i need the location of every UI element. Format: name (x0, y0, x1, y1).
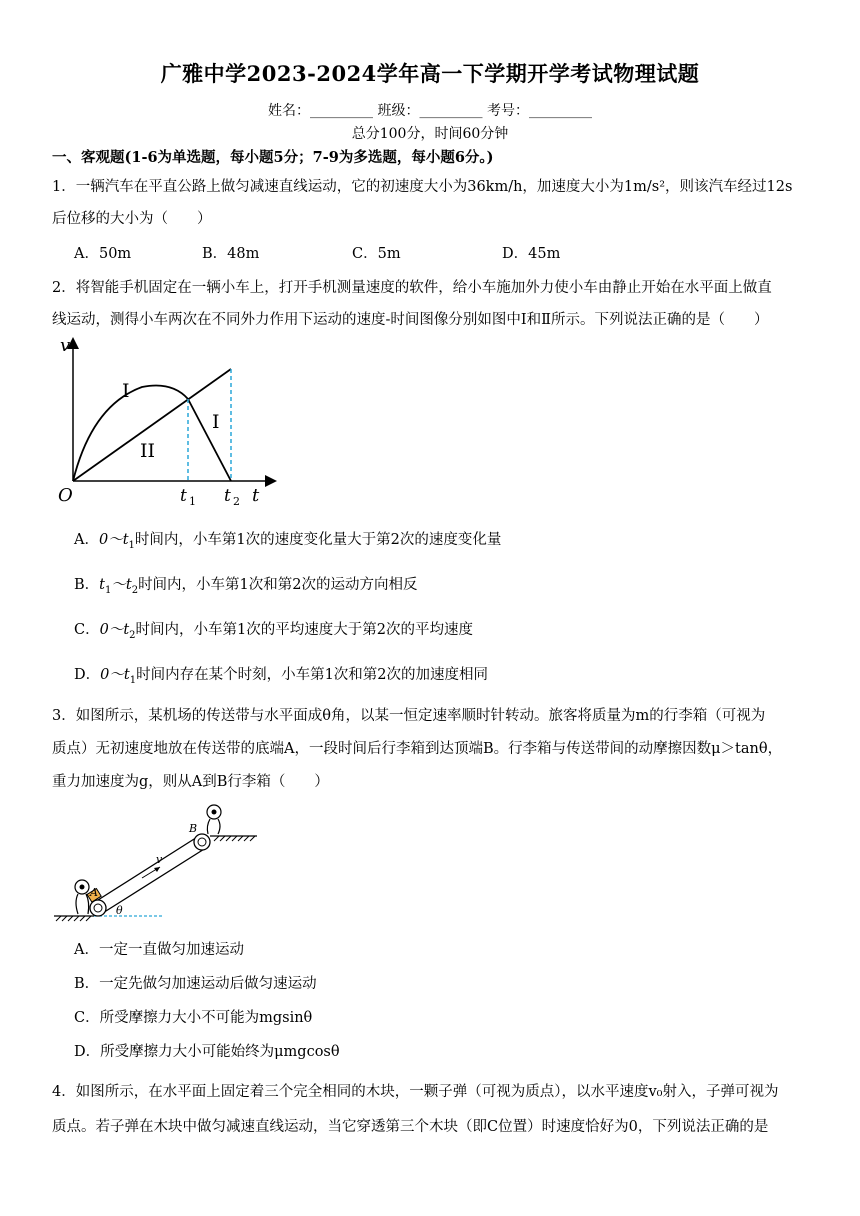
q1-line1: 1．一辆汽车在平直公路上做匀减速直线运动，它的初速度大小为36km/h，加速度大小为1m/s²，则该汽车经过12s (52, 179, 793, 195)
q1-option-a: A．50m (74, 246, 132, 262)
curve-ii-label: II (140, 440, 156, 462)
q1-option-d: D．45m (502, 246, 561, 262)
curve-i-label: I (122, 380, 130, 402)
t2-sub: 2 (233, 495, 240, 508)
conveyor-belt-figure (52, 800, 262, 925)
student-info-line: 姓名：_________ 班级：_________ 考号：_________ (268, 103, 592, 119)
q2-option-c: C．$0\sim t_2$时间内，小车第1次的平均速度大于第2次的平均速度 (74, 622, 473, 641)
v-label: v (156, 853, 163, 866)
point-b-label: B (189, 822, 198, 835)
point-a-label: A (90, 886, 98, 899)
score-time-line: 总分100分，时间60分钟 (351, 126, 509, 142)
q3-option-b: B．一定先做匀加速运动后做匀速运动 (74, 976, 317, 992)
q3-line1: 3．如图所示，某机场的传送带与水平面成θ角，以某一恒定速率顺时针转动。旅客将质量为m的行李箱（可视为 (52, 708, 766, 724)
q1-option-b: B．48m (202, 246, 260, 262)
q3-option-c: C．所受摩擦力大小不可能为mgsinθ (74, 1010, 313, 1026)
page-title: 广雅中学2023-2024学年高一下学期开学考试物理试题 (160, 61, 700, 86)
q2-option-b: B．$t_1\sim t_2$时间内，小车第1次和第2次的运动方向相反 (74, 577, 418, 596)
bottom-roller (90, 900, 106, 916)
section-heading: 一、客观题(1-6为单选题，每小题5分；7-9为多选题，每小题6分。) (52, 149, 494, 166)
vt-graph (52, 335, 282, 510)
curve-i (73, 386, 188, 482)
q3-option-a: A．一定一直做匀加速运动 (74, 942, 244, 958)
q1-option-c: C．5m (352, 246, 401, 262)
t-label: t (252, 485, 260, 506)
curve-i-label-2: I (212, 411, 220, 433)
q3-option-d: D．所受摩擦力大小可能始终为μmgcosθ (74, 1044, 340, 1060)
t2-label: t (224, 486, 231, 506)
q3-line2: 质点）无初速度地放在传送带的底端A，一段时间后行李箱到达顶端B。行李箱与传送带间的动摩擦因数μ＞tanθ， (52, 741, 783, 757)
top-roller (194, 834, 210, 850)
q3-line3: 重力加速度为g，则从A到B行李箱（ ） (52, 774, 329, 790)
q2-option-a: A．$0\sim t_1$时间内，小车第1次的速度变化量大于第2次的速度变化量 (74, 532, 502, 551)
t1-sub: 1 (189, 495, 196, 508)
curve-i-descent (188, 399, 231, 481)
q2-line1: 2．将智能手机固定在一辆小车上，打开手机测量速度的软件，给小车施加外力使小车由静止开始在水平面上做直 (52, 280, 772, 296)
q2-line2: 线运动，测得小车两次在不同外力作用下运动的速度-时间图像分别如图中Ⅰ和Ⅱ所示。下列说法正确的是（ ） (52, 312, 769, 328)
theta-label: θ (116, 904, 123, 917)
q2-option-d: D．$0\sim t_1$时间内存在某个时刻，小车第1次和第2次的加速度相同 (74, 667, 489, 686)
q4-line1: 4．如图所示，在水平面上固定着三个完全相同的木块，一颗子弹（可视为质点），以水平速度v₀射入，子弹可视为 (52, 1084, 779, 1100)
q1-line2: 后位移的大小为（ ） (52, 211, 212, 227)
v-label: v (60, 335, 71, 356)
t1-label: t (180, 486, 187, 506)
q4-line2: 质点。若子弹在木块中做匀减速直线运动，当它穿透第三个木块（即C位置）时速度恰好为0，下列说法正确的是 (52, 1119, 769, 1135)
origin-label: O (58, 485, 73, 506)
